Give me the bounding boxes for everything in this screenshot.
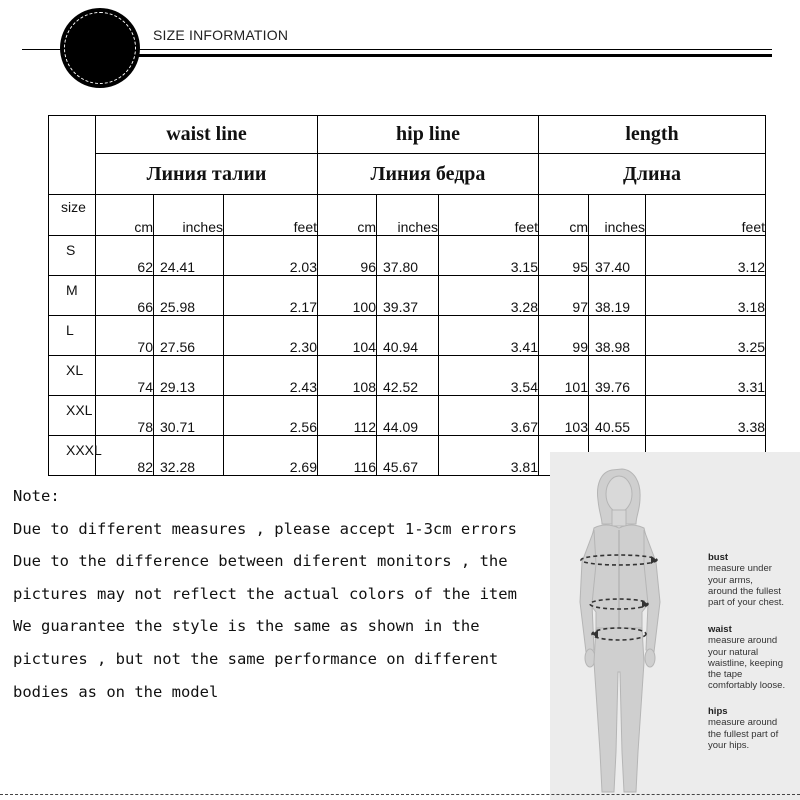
header-row-en: [49, 116, 766, 154]
bust-text: your arms,: [708, 574, 753, 586]
bust-text: part of your chest.: [708, 597, 785, 609]
note-line: Due to different measures , please accept 1-3cm errors: [13, 519, 517, 538]
unit-cm: cm: [318, 195, 377, 236]
value-cell: 38.19: [589, 276, 646, 316]
value-cell: 42.52: [377, 356, 439, 396]
value-cell: 39.37: [377, 276, 439, 316]
group-header-waist-ru: Линия талии: [96, 154, 318, 195]
value-cell: 37.80: [377, 236, 439, 276]
size-cell: XXXL: [49, 436, 96, 476]
value-cell: 99: [539, 316, 589, 356]
group-header-hip-ru: Линия бедра: [318, 154, 539, 195]
value-cell: 39.76: [589, 356, 646, 396]
value-cell: 78: [96, 396, 154, 436]
value-cell: 2.30: [224, 316, 318, 356]
value-cell: 40.94: [377, 316, 439, 356]
value-cell: 101: [539, 356, 589, 396]
value-cell: 82: [96, 436, 154, 476]
waist-title: waist: [708, 624, 732, 635]
size-cell: M: [49, 276, 96, 316]
waist-text: comfortably loose.: [708, 680, 786, 692]
value-cell: 3.12: [646, 236, 766, 276]
value-cell: 3.15: [439, 236, 539, 276]
size-column-header: size: [49, 195, 96, 236]
value-cell: 2.43: [224, 356, 318, 396]
corner-cell: [49, 116, 96, 195]
waist-caption: [708, 624, 785, 692]
bust-caption: [708, 552, 784, 608]
table-row: [49, 356, 766, 396]
value-cell: 3.28: [439, 276, 539, 316]
unit-inches: inches: [154, 195, 224, 236]
note-line: pictures , but not the same performance on different: [13, 649, 499, 668]
value-cell: 108: [318, 356, 377, 396]
waist-text: waistline, keeping: [708, 657, 783, 669]
note-line: We guarantee the style is the same as shown in the: [13, 617, 480, 636]
size-table: [48, 115, 766, 476]
value-cell: 66: [96, 276, 154, 316]
table-row: [49, 316, 766, 356]
size-cell: XL: [49, 356, 96, 396]
value-cell: 40.55: [589, 396, 646, 436]
size-cell: S: [49, 236, 96, 276]
value-cell: 3.38: [646, 396, 766, 436]
size-cell: XXL: [49, 396, 96, 436]
value-cell: 3.41: [439, 316, 539, 356]
value-cell: 2.56: [224, 396, 318, 436]
value-cell: 37.40: [589, 236, 646, 276]
value-cell: 24.41: [154, 236, 224, 276]
hips-text: the fullest part of: [708, 728, 779, 740]
table-row: [49, 236, 766, 276]
group-header-waist: waist line: [96, 116, 318, 154]
notes-heading: Note:: [13, 487, 60, 505]
unit-inches: inches: [377, 195, 439, 236]
value-cell: 3.31: [646, 356, 766, 396]
hips-caption: [708, 706, 778, 751]
table-row: [49, 276, 766, 316]
value-cell: 2.03: [224, 236, 318, 276]
waist-text: measure around: [708, 635, 778, 647]
value-cell: 27.56: [154, 316, 224, 356]
unit-feet: feet: [224, 195, 318, 236]
value-cell: 103: [539, 396, 589, 436]
value-cell: 29.13: [154, 356, 224, 396]
group-header-length: length: [539, 116, 766, 154]
value-cell: 3.67: [439, 396, 539, 436]
group-header-length-ru: Длина: [539, 154, 766, 195]
value-cell: 45.67: [377, 436, 439, 476]
notes-block: [13, 480, 553, 708]
bust-title: bust: [708, 552, 729, 563]
group-header-hip: hip line: [318, 116, 539, 154]
value-cell: 2.17: [224, 276, 318, 316]
header-row-ru: [49, 154, 766, 195]
waist-text: the tape: [708, 669, 743, 681]
note-line: pictures may not reflect the actual colors of the item: [13, 584, 517, 603]
measurement-figure: [550, 452, 800, 800]
unit-cm: cm: [539, 195, 589, 236]
hips-text: your hips.: [708, 739, 750, 751]
value-cell: 104: [318, 316, 377, 356]
bottom-divider: [0, 794, 800, 795]
value-cell: 100: [318, 276, 377, 316]
value-cell: 25.98: [154, 276, 224, 316]
bust-text: around the fullest: [708, 585, 781, 597]
value-cell: 95: [539, 236, 589, 276]
value-cell: 44.09: [377, 396, 439, 436]
unit-feet: feet: [439, 195, 539, 236]
value-cell: 96: [318, 236, 377, 276]
unit-cm: cm: [96, 195, 154, 236]
value-cell: 2.69: [224, 436, 318, 476]
unit-feet: feet: [646, 195, 766, 236]
hips-text: measure around: [708, 717, 778, 729]
hips-title: hips: [708, 706, 728, 717]
header-circle-stitch: [64, 12, 136, 84]
unit-row: [49, 195, 766, 236]
value-cell: 3.25: [646, 316, 766, 356]
value-cell: 62: [96, 236, 154, 276]
page-title: SIZE INFORMATION: [153, 27, 289, 43]
body-silhouette-icon: [550, 452, 710, 800]
value-cell: 70: [96, 316, 154, 356]
header-rule-bottom: [138, 54, 772, 57]
table-row: [49, 396, 766, 436]
value-cell: 74: [96, 356, 154, 396]
header-rule-left: [22, 49, 64, 50]
value-cell: 3.81: [439, 436, 539, 476]
value-cell: 97: [539, 276, 589, 316]
value-cell: 38.98: [589, 316, 646, 356]
value-cell: 3.54: [439, 356, 539, 396]
note-line: bodies as on the model: [13, 682, 219, 701]
bust-text: measure under: [708, 563, 772, 575]
header-rule-top: [138, 49, 772, 50]
value-cell: 30.71: [154, 396, 224, 436]
value-cell: 116: [318, 436, 377, 476]
unit-inches: inches: [589, 195, 646, 236]
note-line: Due to the difference between diferent monitors , the: [13, 552, 508, 571]
value-cell: 32.28: [154, 436, 224, 476]
value-cell: 3.18: [646, 276, 766, 316]
value-cell: 112: [318, 396, 377, 436]
size-cell: L: [49, 316, 96, 356]
waist-text: your natural: [708, 646, 759, 658]
size-table-body: [49, 236, 766, 476]
header-circle-badge: [60, 8, 140, 88]
